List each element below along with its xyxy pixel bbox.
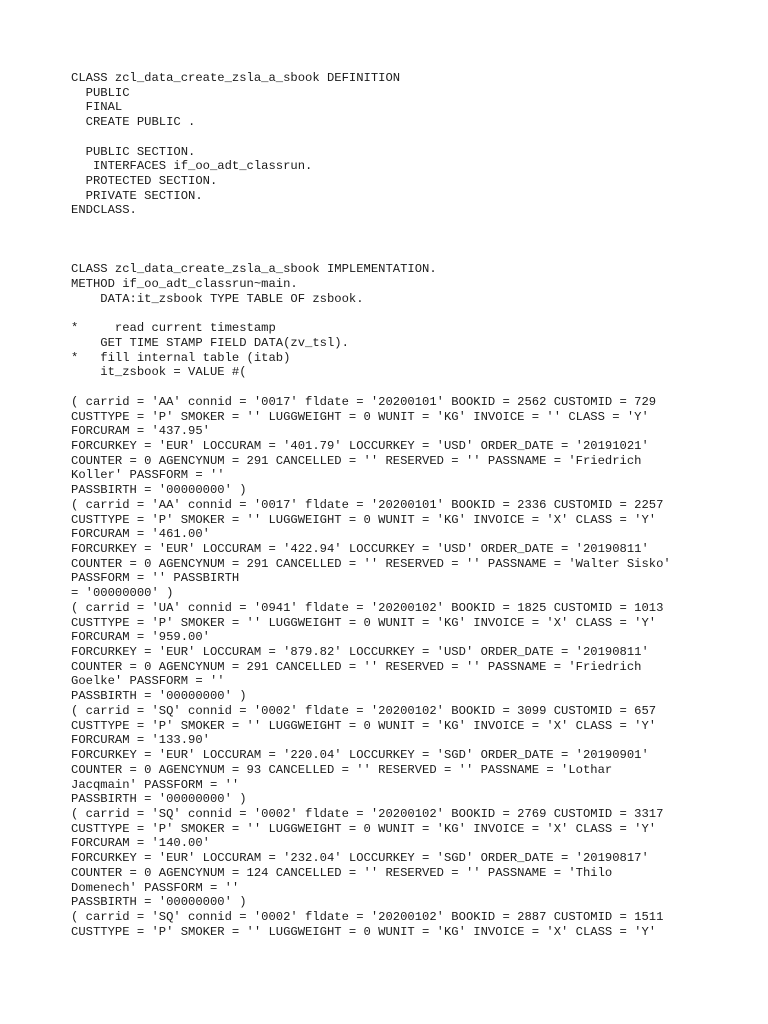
code-line: CUSTTYPE = 'P' SMOKER = '' LUGGWEIGHT = 0 WUNIT = 'KG' INVOICE = 'X' CLASS = 'Y' xyxy=(71,924,657,939)
code-line: it_zsbook = VALUE #( xyxy=(71,365,247,380)
code-line: COUNTER = 0 AGENCYNUM = 93 CANCELLED = '' RESERVED = '' PASSNAME = 'Lothar xyxy=(71,762,613,777)
code-line xyxy=(71,218,671,233)
code-line: * fill internal table (itab) xyxy=(71,350,291,365)
code-line: Domenech' PASSFORM = '' xyxy=(71,880,240,895)
code-line: ( carrid = 'AA' connid = '0017' fldate = '20200101' BOOKID = 2336 CUSTOMID = 2257 xyxy=(71,497,664,512)
code-line: Jacqmain' PASSFORM = '' xyxy=(71,777,240,792)
code-line: COUNTER = 0 AGENCYNUM = 291 CANCELLED = '' RESERVED = '' PASSNAME = 'Walter Sisko' xyxy=(71,556,671,571)
code-line xyxy=(71,307,671,322)
code-line: PASSBIRTH = '00000000' ) xyxy=(71,792,247,807)
code-line: GET TIME STAMP FIELD DATA(zv_tsl). xyxy=(71,335,349,350)
code-line: FORCURKEY = 'EUR' LOCCURAM = '220.04' LOCCURKEY = 'SGD' ORDER_DATE = '20190901' xyxy=(71,748,649,763)
code-line: FORCURAM = '461.00' xyxy=(71,527,210,542)
code-line: CLASS zcl_data_create_zsla_a_sbook IMPLEMENTATION. xyxy=(71,262,437,277)
code-line: CREATE PUBLIC . xyxy=(71,115,196,130)
code-line: PUBLIC xyxy=(71,85,130,100)
code-line xyxy=(71,248,671,263)
code-line: PUBLIC SECTION. xyxy=(71,144,196,159)
code-line: DATA:it_zsbook TYPE TABLE OF zsbook. xyxy=(71,291,364,306)
code-line: CLASS zcl_data_create_zsla_a_sbook DEFINITION xyxy=(71,71,401,85)
code-line: CUSTTYPE = 'P' SMOKER = '' LUGGWEIGHT = 0 WUNIT = 'KG' INVOICE = '' CLASS = 'Y' xyxy=(71,409,649,424)
code-line: ENDCLASS. xyxy=(71,203,137,218)
code-line: ( carrid = 'SQ' connid = '0002' fldate = '20200102' BOOKID = 2769 CUSTOMID = 3317 xyxy=(71,806,664,821)
code-line: FORCURKEY = 'EUR' LOCCURAM = '879.82' LOCCURKEY = 'USD' ORDER_DATE = '20190811' xyxy=(71,645,649,660)
code-line: PROTECTED SECTION. xyxy=(71,174,218,189)
code-listing xyxy=(71,71,671,939)
code-line: FORCURKEY = 'EUR' LOCCURAM = '232.04' LOCCURKEY = 'SGD' ORDER_DATE = '20190817' xyxy=(71,851,649,866)
code-line: COUNTER = 0 AGENCYNUM = 124 CANCELLED = '' RESERVED = '' PASSNAME = 'Thilo xyxy=(71,865,613,880)
code-line: PASSBIRTH = '00000000' ) xyxy=(71,895,247,910)
code-line: FORCURAM = '959.00' xyxy=(71,630,210,645)
code-line: = '00000000' ) xyxy=(71,586,174,601)
code-line: PASSBIRTH = '00000000' ) xyxy=(71,689,247,704)
code-line xyxy=(71,380,671,395)
code-line: PASSFORM = '' PASSBIRTH xyxy=(71,571,240,586)
code-line: COUNTER = 0 AGENCYNUM = 291 CANCELLED = '' RESERVED = '' PASSNAME = 'Friedrich xyxy=(71,453,642,468)
code-line: ( carrid = 'AA' connid = '0017' fldate = '20200101' BOOKID = 2562 CUSTOMID = 729 xyxy=(71,394,657,409)
code-line: FORCURAM = '437.95' xyxy=(71,424,210,439)
code-line: FORCURKEY = 'EUR' LOCCURAM = '401.79' LOCCURKEY = 'USD' ORDER_DATE = '20191021' xyxy=(71,438,649,453)
code-line xyxy=(71,233,671,248)
code-line: COUNTER = 0 AGENCYNUM = 291 CANCELLED = '' RESERVED = '' PASSNAME = 'Friedrich xyxy=(71,659,642,674)
code-line: CUSTTYPE = 'P' SMOKER = '' LUGGWEIGHT = 0 WUNIT = 'KG' INVOICE = 'X' CLASS = 'Y' xyxy=(71,615,657,630)
code-line: INTERFACES if_oo_adt_classrun. xyxy=(71,159,313,174)
code-line: FORCURKEY = 'EUR' LOCCURAM = '422.94' LOCCURKEY = 'USD' ORDER_DATE = '20190811' xyxy=(71,542,649,556)
code-line: ( carrid = 'SQ' connid = '0002' fldate = '20200102' BOOKID = 2887 CUSTOMID = 1511 xyxy=(71,909,664,924)
code-line: CUSTTYPE = 'P' SMOKER = '' LUGGWEIGHT = 0 WUNIT = 'KG' INVOICE = 'X' CLASS = 'Y' xyxy=(71,718,657,733)
code-line: ( carrid = 'UA' connid = '0941' fldate = '20200102' BOOKID = 1825 CUSTOMID = 1013 xyxy=(71,600,664,615)
code-line: FORCURAM = '133.90' xyxy=(71,733,210,748)
code-line: METHOD if_oo_adt_classrun~main. xyxy=(71,277,298,292)
code-line: Goelke' PASSFORM = '' xyxy=(71,674,225,689)
code-line: * read current timestamp xyxy=(71,321,276,336)
code-line: Koller' PASSFORM = '' xyxy=(71,468,225,483)
code-line: PRIVATE SECTION. xyxy=(71,188,203,203)
code-line xyxy=(71,130,671,145)
code-line: CUSTTYPE = 'P' SMOKER = '' LUGGWEIGHT = 0 WUNIT = 'KG' INVOICE = 'X' CLASS = 'Y' xyxy=(71,512,657,527)
code-line: PASSBIRTH = '00000000' ) xyxy=(71,483,247,498)
code-line: CUSTTYPE = 'P' SMOKER = '' LUGGWEIGHT = 0 WUNIT = 'KG' INVOICE = 'X' CLASS = 'Y' xyxy=(71,821,657,836)
code-line: FINAL xyxy=(71,100,123,115)
code-line: FORCURAM = '140.00' xyxy=(71,836,210,851)
code-line: ( carrid = 'SQ' connid = '0002' fldate = '20200102' BOOKID = 3099 CUSTOMID = 657 xyxy=(71,703,657,718)
